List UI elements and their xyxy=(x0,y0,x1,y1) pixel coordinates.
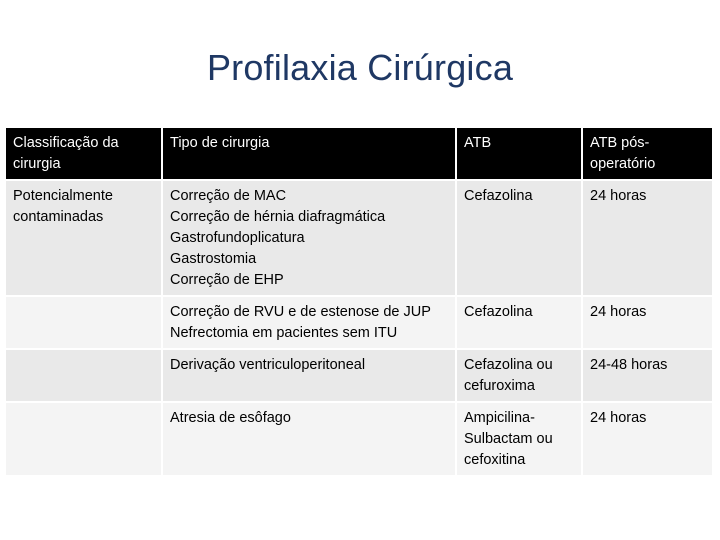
cell-postop: 24 horas xyxy=(582,296,712,349)
cell-postop: 24 horas xyxy=(582,180,712,296)
cell-classification: Potencialmente contaminadas xyxy=(6,180,162,296)
table-row xyxy=(6,349,712,402)
table-row xyxy=(6,180,712,296)
header-atb-postop: ATB pós-operatório xyxy=(582,128,712,180)
cell-atb: Cefazolina xyxy=(456,180,582,296)
cell-classification xyxy=(6,402,162,476)
slide-title: Profilaxia Cirúrgica xyxy=(206,47,514,88)
cell-surgery: Correção de RVU e de estenose de JUP Nefrectomia em pacientes sem ITU xyxy=(162,296,456,349)
cell-surgery: Derivação ventriculoperitoneal xyxy=(162,349,456,402)
cell-postop: 24-48 horas xyxy=(582,349,712,402)
cell-surgery: Atresia de esôfago xyxy=(162,402,456,476)
cell-postop: 24 horas xyxy=(582,402,712,476)
cell-atb: Cefazolina ou cefuroxima xyxy=(456,349,582,402)
cell-classification xyxy=(6,296,162,349)
table-header-row xyxy=(6,128,712,180)
header-surgery-type: Tipo de cirurgia xyxy=(162,128,456,180)
header-classification: Classificação da cirurgia xyxy=(6,128,162,180)
prophylaxis-table xyxy=(6,128,712,477)
cell-atb: Cefazolina xyxy=(456,296,582,349)
cell-atb: Ampicilina-Sulbactam ou cefoxitina xyxy=(456,402,582,476)
table-row xyxy=(6,402,712,476)
cell-classification xyxy=(6,349,162,402)
header-atb: ATB xyxy=(456,128,582,180)
table-row xyxy=(6,296,712,349)
cell-surgery: Correção de MAC Correção de hérnia diafragmática Gastrofundoplicatura Gastrostomia Correção de EHP xyxy=(162,180,456,296)
